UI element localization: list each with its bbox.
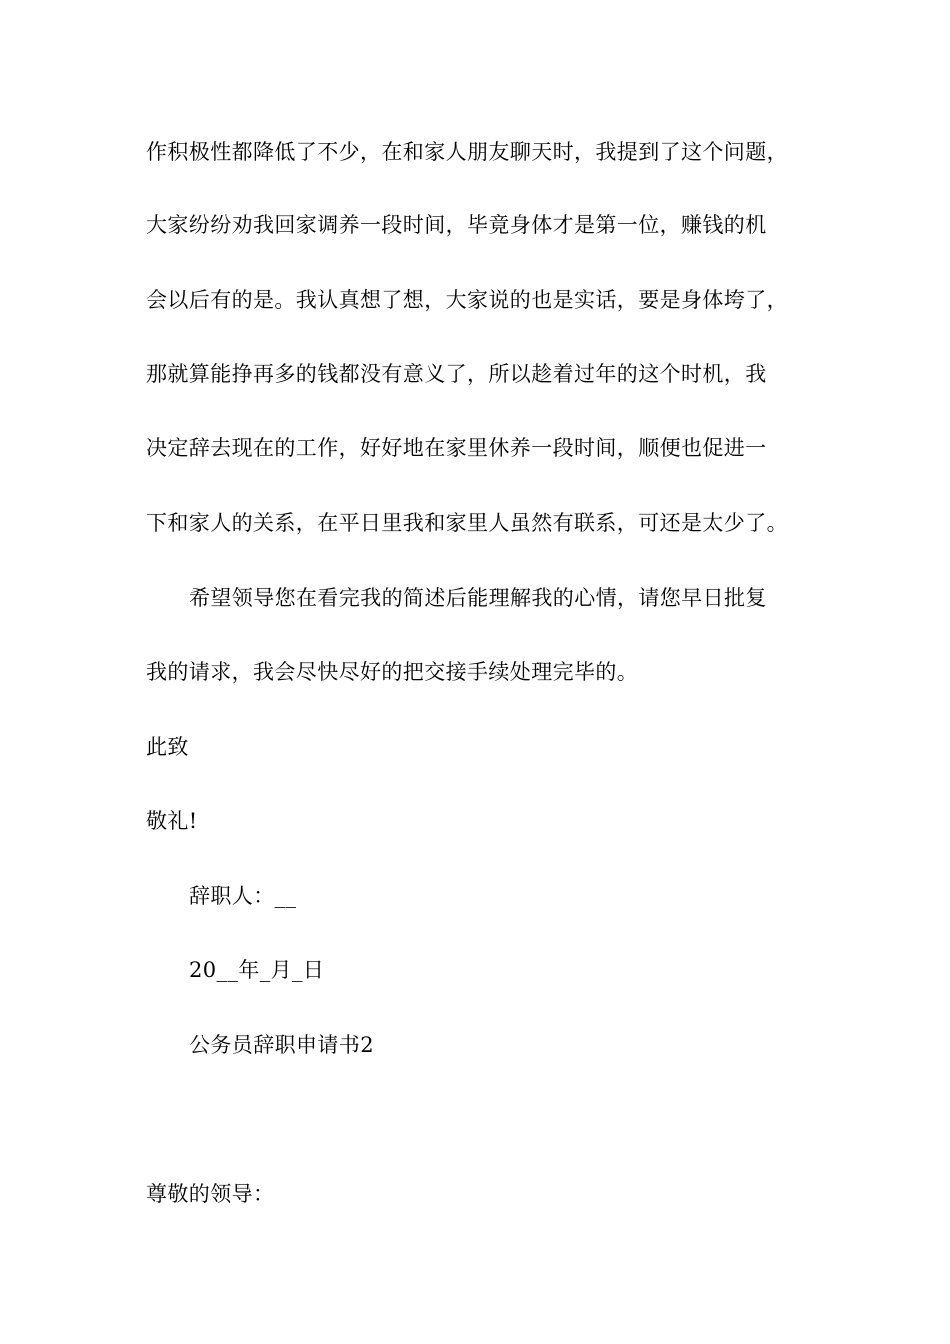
body-line: 下和家人的关系，在平日里我和家里人虽然有联系，可还是太少了。 <box>146 511 788 535</box>
body-line: 作积极性都降低了不少，在和家人朋友聊天时，我提到了这个问题， <box>146 140 788 164</box>
body-line: 我的请求，我会尽快尽好的把交接手续处理完毕的。 <box>146 660 639 684</box>
body-line: 会以后有的是。我认真想了想，大家说的也是实话，要是身体垮了， <box>146 288 788 312</box>
body-line: 大家纷纷劝我回家调养一段时间，毕竟身体才是第一位，赚钱的机 <box>146 213 767 237</box>
signature-line: 辞职人：__ <box>189 884 297 908</box>
closing-line: 此致 <box>146 735 189 759</box>
section-title: 公务员辞职申请书2 <box>189 1033 374 1057</box>
salutation: 尊敬的领导： <box>146 1182 275 1206</box>
body-line: 那就算能挣再多的钱都没有意义了，所以趁着过年的这个时机，我 <box>146 362 767 386</box>
closing-line: 敬礼! <box>146 809 198 833</box>
body-line: 希望领导您在看完我的简述后能理解我的心情，请您早日批复 <box>189 586 767 610</box>
date-line: 20__年_月_日 <box>189 958 325 982</box>
body-line: 决定辞去现在的工作，好好地在家里休养一段时间，顺便也促进一 <box>146 436 767 460</box>
